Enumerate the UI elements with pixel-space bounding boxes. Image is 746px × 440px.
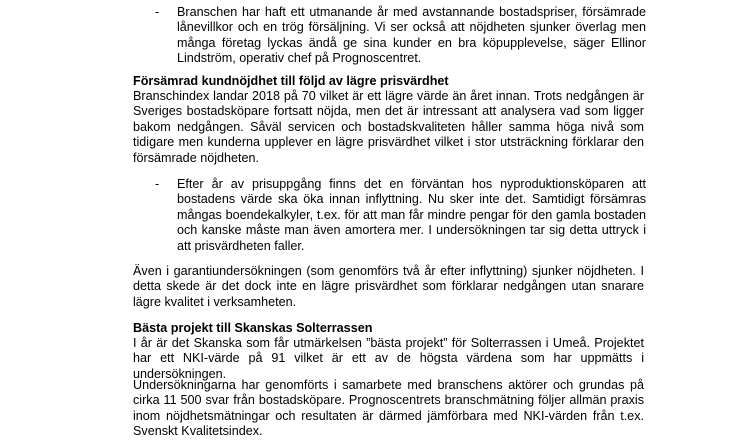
bullet-item-industry-year: Branschen har haft ett utmanande år med avstannande bostadspriser, försämrade lånevillkor och en trög försäljning. Vi ser också att nöjdheten sjunker överlag men många företag lyckas ändå ge sina kunder en bra köpupplevelse, säger Ellinor Lindström, operativ chef på Prognoscentret. <box>177 5 646 66</box>
section-heading-customer-satisfaction: Försämrad kundnöjdhet till följd av lägre prisvärdhet <box>133 74 449 88</box>
bullet-marker-1: - <box>155 5 160 19</box>
paragraph-survey-method: Undersökningarna har genomförts i samarbete med branschens aktörer och grundas på cirka 11 500 svar från bostadsköpare. Prognoscentrets branschmätning följer allmän praxis inom nöjdhetsmätningar och resultaten är därmed jämförbara med NKI-värden från t.ex. Svenskt Kvalitetsindex. <box>133 378 644 439</box>
paragraph-guarantee-survey: Även i garantiundersökningen (som genomförs två år efter inflyttning) sjunker nöjdheten. I detta skede är det dock inte en lägre prisvärdhet som förklarar nedgången utan snarare lägre kvalitet i verksamheten. <box>133 264 644 309</box>
section-heading-best-project: Bästa projekt till Skanskas Solterrassen <box>133 321 373 335</box>
paragraph-industry-index: Branschindex landar 2018 på 70 vilket är ett lägre värde än året innan. Trots nedgången är Sveriges bostadsköpare fortsatt nöjda, men det är intressant att analysera vad som ligger bakom nedgången. Såväl servicen och bostadskvaliteten håller samma höga nivå som tidigare men kunderna upplever en lägre prisvärdhet vilket i stor utsträckning förklarar den försämrade nöjdheten. <box>133 89 644 165</box>
bullet-marker-2: - <box>155 177 160 191</box>
paragraph-best-project: I år är det Skanska som får utmärkelsen ”bästa projekt” för Solterrassen i Umeå. Projektet har ett NKI-värde på 91 vilket är ett av de högsta värdena som har uppmätts i undersökningen. <box>133 336 644 381</box>
bullet-item-price-value: Efter år av prisuppgång finns det en förväntan hos nyproduktionsköparen att bostadens värde ska öka innan inflyttning. Nu sker inte det. Samtidigt försämras mångas boendekalkyler, t.ex. för att man får mindre pengar för den gamla bostaden och kanske måste man även amortera mer. I undersökningen tar sig detta uttryck i att prisvärdheten faller. <box>177 177 646 253</box>
